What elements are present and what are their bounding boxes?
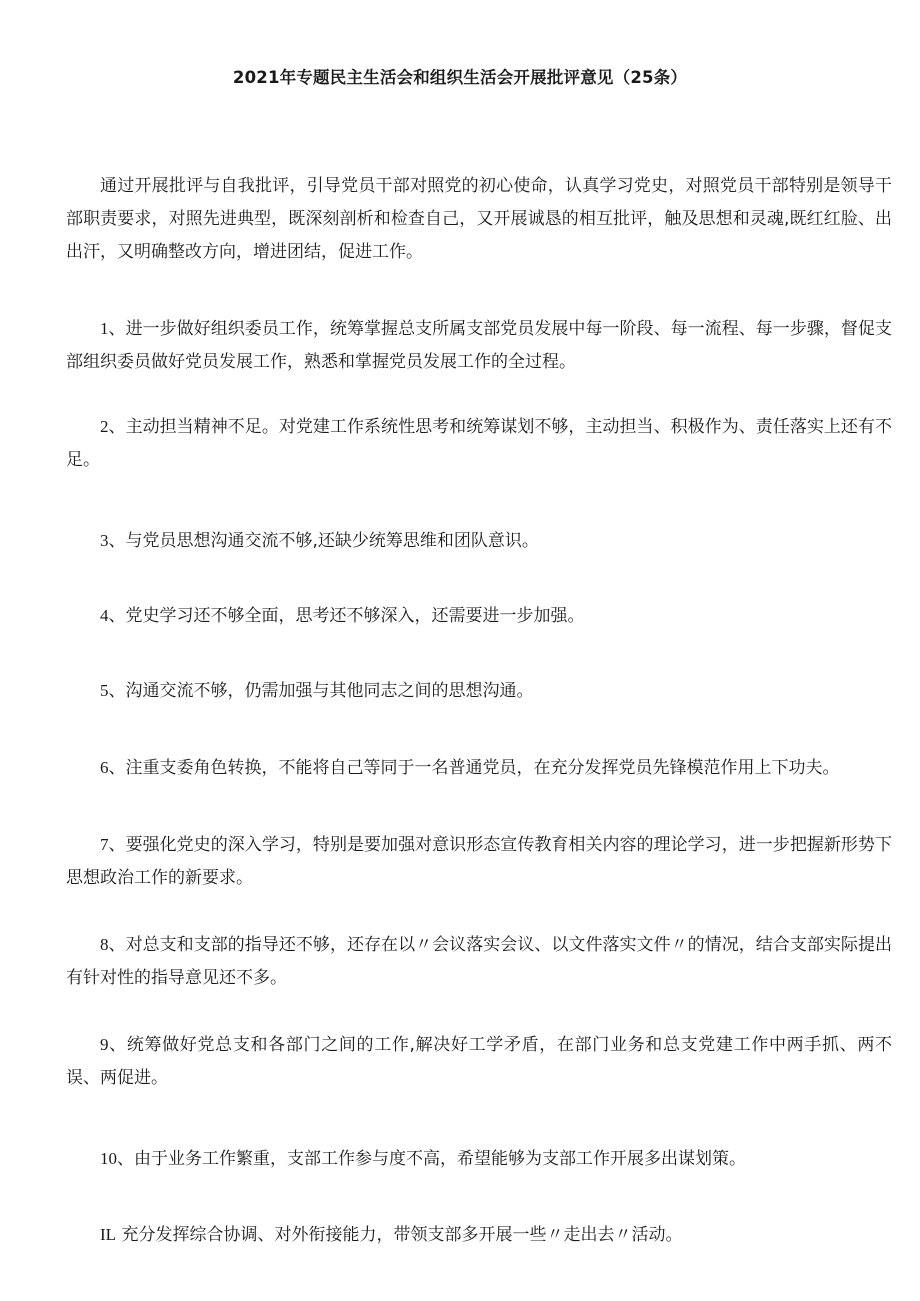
- item-number: 8: [100, 935, 109, 954]
- item-text: 、主动担当精神不足。对党建工作系统性思考和统筹谋划不够，主动担当、积极作为、责任落实上还有不足。: [66, 417, 892, 470]
- item-text: 、要强化党史的深入学习，特别是要加强对意识形态宣传教育相关内容的理论学习，进一步把握新形势下思想政治工作的新要求。: [66, 835, 892, 888]
- document-title: 2021年专题民主生活会和组织生活会开展批评意见（25条）: [232, 68, 688, 87]
- item-number: 3: [100, 531, 109, 550]
- list-item: [66, 524, 892, 558]
- item-number: 1: [100, 319, 109, 338]
- item-text: 、注重支委角色转换，不能将自己等同于一名普通党员，在充分发挥党员先锋模范作用上下功夫。: [108, 758, 840, 778]
- item-text: 、进一步做好组织委员工作，统筹掌握总支所属支部党员发展中每一阶段、每一流程、每一步骤，督促支部组织委员做好党员发展工作，熟悉和掌握党员发展工作的全过程。: [66, 319, 892, 372]
- list-item: [66, 751, 892, 785]
- item-number: 10: [100, 1149, 117, 1168]
- list-item: [66, 828, 892, 895]
- item-number: IL: [100, 1225, 117, 1244]
- list-item: [66, 1142, 892, 1176]
- item-text: 、统筹做好党总支和各部门之间的工作,解决好工学矛盾，在部门业务和总支党建工作中两手抓、两不误、两促进。: [66, 1035, 892, 1088]
- list-item: [66, 674, 892, 708]
- item-text: 、对总支和支部的指导还不够，还存在以〃会议落实会议、以文件落实文件〃的情况，结合支部实际提出有针对性的指导意见还不多。: [66, 935, 892, 988]
- item-number: 9: [100, 1035, 109, 1054]
- item-number: 6: [100, 758, 109, 777]
- list-item: [66, 928, 892, 995]
- item-text: 、与党员思想沟通交流不够,还缺少统筹思维和团队意识。: [108, 531, 539, 551]
- list-item: [66, 312, 892, 379]
- list-item: [66, 410, 892, 477]
- item-number: 5: [100, 681, 109, 700]
- list-item: [66, 599, 892, 633]
- intro-text: 通过开展批评与自我批评，引导党员干部对照党的初心使命，认真学习党史，对照党员干部特别是领导干部职责要求，对照先进典型，既深刻剖析和检查自己，又开展诚恳的相互批评，触及思想和灵魂,既红红脸、出出汗，又明确整改方向，增进团结，促进工作。: [66, 176, 892, 262]
- item-text: 、由于业务工作繁重，支部工作参与度不高，希望能够为支部工作开展多出谋划策。: [117, 1149, 746, 1169]
- item-number: 4: [100, 606, 109, 625]
- item-text: 、党史学习还不够全面，思考还不够深入，还需要进一步加强。: [108, 606, 585, 626]
- item-number: 2: [100, 417, 109, 436]
- item-text: 充分发挥综合协调、对外衔接能力，带领支部多开展一些〃走出去〃活动。: [121, 1225, 683, 1245]
- list-item: [66, 1218, 892, 1252]
- intro-paragraph: [66, 170, 892, 269]
- item-number: 7: [100, 835, 109, 854]
- item-text: 、沟通交流不够，仍需加强与其他同志之间的思想沟通。: [108, 681, 534, 701]
- list-item: [66, 1028, 892, 1095]
